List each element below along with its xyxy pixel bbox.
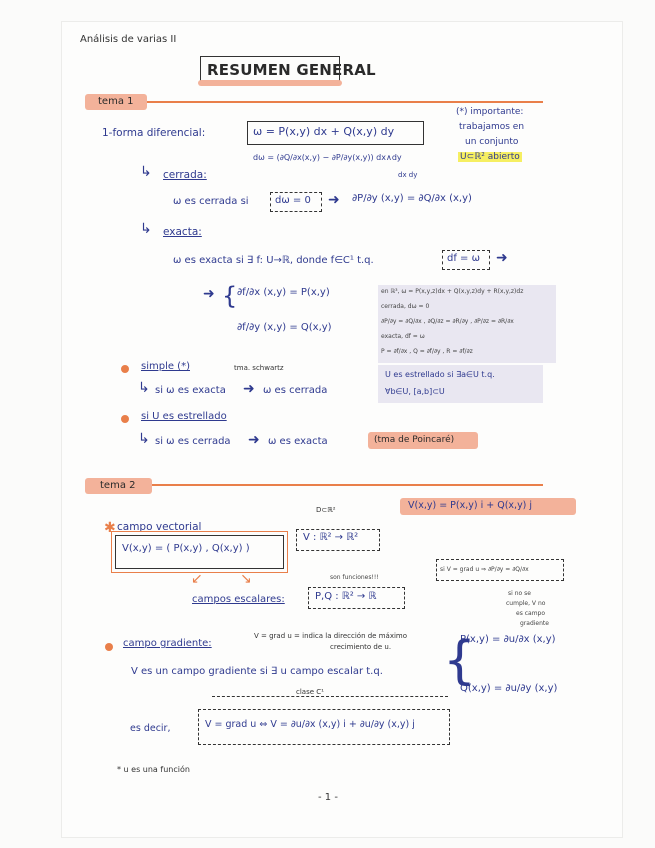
branch-arrow-simple: ↳ <box>138 380 150 396</box>
tma-schwartz: tma. schwartz <box>234 364 284 372</box>
branch-arrow-exacta: ↳ <box>140 221 152 237</box>
exacta-label: exacta: <box>163 226 202 238</box>
si-no-se-3: es campo <box>516 610 546 617</box>
campo-eq: V(x,y) = ( P(x,y) , Q(x,y) ) <box>122 543 250 554</box>
escalares-map: P,Q : ℝ² → ℝ <box>315 591 377 602</box>
tema2-label: tema 2 <box>100 480 136 491</box>
exacta-box-text: df = ω <box>447 253 480 264</box>
poincare: (tma de Poincaré) <box>374 435 455 445</box>
system-brace: { <box>222 282 238 310</box>
estrellado-text-1: si ω es cerrada <box>155 436 231 447</box>
si-no-se-1: si no se <box>508 590 531 597</box>
si-no-se-4: gradiente <box>520 620 549 627</box>
gradiente-text: V es un campo gradiente si ∃ u campo escalar t.q. <box>131 666 383 677</box>
note-line-3: un conjunto <box>465 137 519 147</box>
r3-line-2: cerrada, dω = 0 <box>381 303 430 310</box>
r3-line-1: en ℝ³, ω = P(x,y,z)dx + Q(x,y,z)dy + R(x,y,z)dz <box>381 288 524 295</box>
connector-dash <box>212 696 448 697</box>
gradiente-brace: { <box>443 631 477 691</box>
simple-text-2: ω es cerrada <box>263 385 328 396</box>
son-funciones: son funciones!!! <box>330 574 379 581</box>
arrow-q-icon: ↘ <box>240 571 252 587</box>
estrellado-note-1: U es estrellado si ∃a∈U t.q. <box>385 370 495 379</box>
d-omega: dω = (∂Q/∂x(x,y) − ∂P/∂y(x,y)) dx∧dy <box>253 153 402 162</box>
gradiente-label: campo gradiente: <box>123 638 212 649</box>
arrow-estrellado: ➜ <box>248 432 260 448</box>
clase: clase C¹ <box>296 688 324 696</box>
simple-label: simple (*) <box>141 361 190 372</box>
arrow-cerrada: ➜ <box>328 192 340 208</box>
p-eq: P(x,y) = ∂u/∂x (x,y) <box>460 634 556 645</box>
escalares-label: campos escalares: <box>192 594 285 605</box>
branch-arrow-estrellado: ↳ <box>138 431 150 447</box>
r3-line-4: exacta, df = ω <box>381 333 425 340</box>
estrellado-label: si U es estrellado <box>141 411 227 422</box>
arrow-exacta: ➜ <box>496 250 508 266</box>
asterisk-icon: ✱ <box>104 520 116 536</box>
tema1-rule <box>147 101 543 103</box>
grad-cond: si V = grad u ⇒ ∂P/∂y = ∂Q/∂x <box>440 566 529 573</box>
d-omega-sub: dx dy <box>398 171 418 179</box>
campo-label: campo vectorial <box>117 521 202 533</box>
page-number: - 1 - <box>318 792 338 803</box>
tema2-rule <box>152 484 543 486</box>
cerrada-eq: ∂P/∂y (x,y) = ∂Q/∂x (x,y) <box>352 193 472 204</box>
estrellado-note-2: ∀b∈U, [a,b]⊂U <box>385 387 445 396</box>
cerrada-text: ω es cerrada si <box>173 196 249 207</box>
domain-note: D⊂ℝ² <box>316 506 336 514</box>
tema1-label: tema 1 <box>98 96 134 107</box>
bullet-simple <box>121 365 129 373</box>
cerrada-label: cerrada: <box>163 169 207 181</box>
r3-line-5: P = ∂f/∂x , Q = ∂f/∂y , R = ∂f/∂z <box>381 348 473 355</box>
title-underline <box>198 80 342 86</box>
course-header: Análisis de varias II <box>80 34 177 45</box>
formula: ω = P(x,y) dx + Q(x,y) dy <box>253 125 395 138</box>
gradiente-def-2: crecimiento de u. <box>330 643 392 651</box>
page-title: RESUMEN GENERAL <box>207 61 376 79</box>
arrow-p-icon: ↙ <box>191 571 203 587</box>
r3-line-3: ∂P/∂y = ∂Q/∂x , ∂Q/∂z = ∂R/∂y , ∂P/∂z = ∂R/∂x <box>381 318 514 325</box>
field-eq: V(x,y) = P(x,y) i + Q(x,y) j <box>408 500 533 511</box>
branch-arrow-cerrada: ↳ <box>140 164 152 180</box>
es-decir-eq: V = grad u ⇔ V = ∂u/∂x (x,y) i + ∂u/∂y (x,y) j <box>205 719 415 730</box>
note-line-4: U⊂ℝ² abierto <box>460 152 520 162</box>
note-line-1: (*) importante: <box>456 107 524 117</box>
bullet-gradiente <box>105 643 113 651</box>
campo-map: V : ℝ² → ℝ² <box>303 532 359 543</box>
gradiente-def: V = grad u = indica la dirección de máximo <box>254 632 408 640</box>
si-no-se-2: cumple, V no <box>506 600 546 607</box>
es-decir: es decir, <box>130 723 171 734</box>
exacta-eq-2: ∂f/∂y (x,y) = Q(x,y) <box>237 322 332 333</box>
exacta-eq-1: ∂f/∂x (x,y) = P(x,y) <box>237 287 330 298</box>
estrellado-text-2: ω es exacta <box>268 436 328 447</box>
arrow-exacta-system: ➜ <box>203 286 215 302</box>
q-eq: Q(x,y) = ∂u/∂y (x,y) <box>460 683 558 694</box>
simple-text-1: si ω es exacta <box>155 385 226 396</box>
bullet-estrellado <box>121 415 129 423</box>
footnote: * u es una función <box>117 765 190 774</box>
cerrada-box-text: dω = 0 <box>275 195 311 206</box>
exacta-text: ω es exacta si ∃ f: U→ℝ, donde f∈C¹ t.q. <box>173 255 374 266</box>
note-line-2: trabajamos en <box>459 122 525 132</box>
formula-label: 1-forma diferencial: <box>102 127 206 139</box>
arrow-simple: ➜ <box>243 381 255 397</box>
